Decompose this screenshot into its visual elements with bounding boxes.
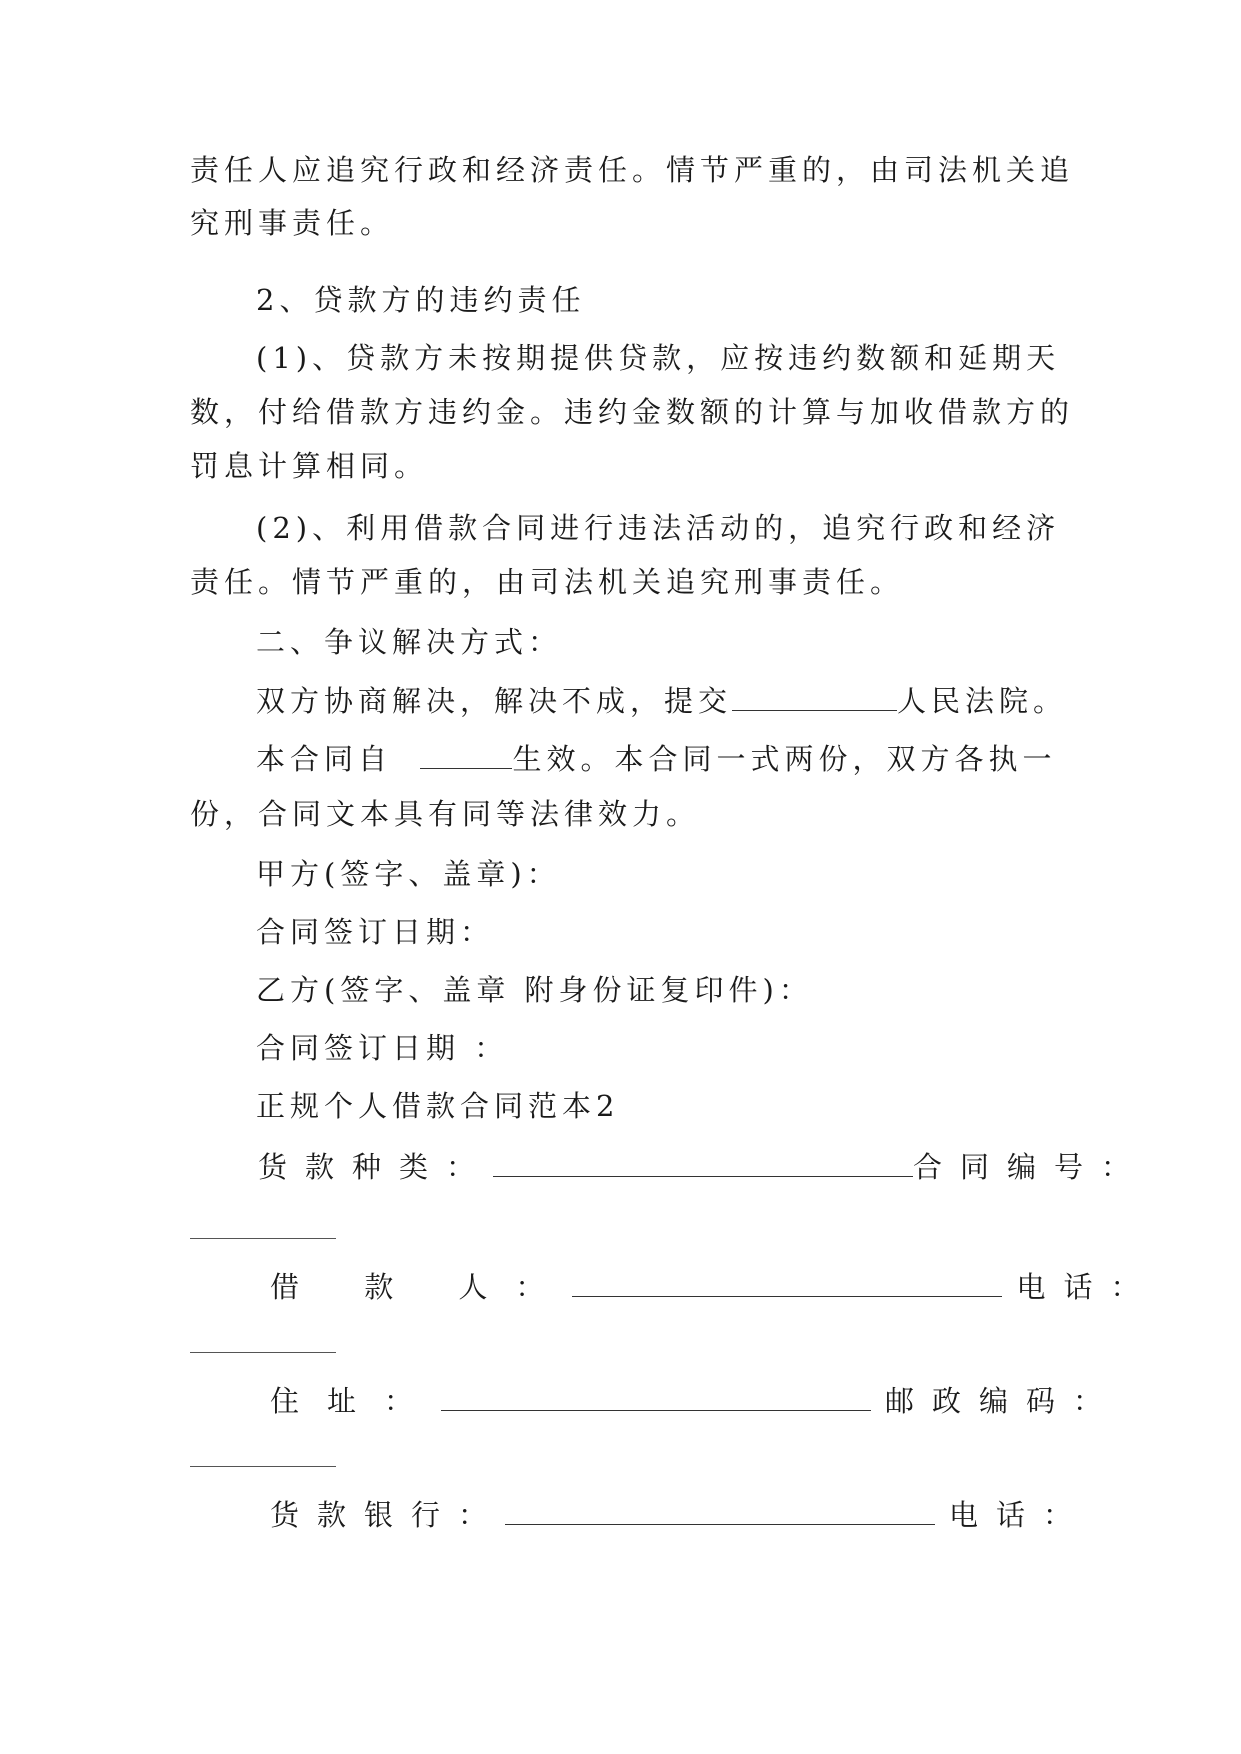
paragraph-line: 罚息计算相同。 xyxy=(190,449,429,483)
paragraph-line: 责任。情节严重的，由司法机关追究刑事责任。 xyxy=(190,565,905,599)
phone-field[interactable] xyxy=(190,1352,336,1353)
form-row-borrower xyxy=(270,1266,1158,1307)
section-heading: 二、争议解决方式： xyxy=(256,625,563,659)
address-label: 住址： xyxy=(270,1384,442,1418)
form-row-loan-type xyxy=(258,1146,1149,1187)
section-heading: 2、贷款方的违约责任 xyxy=(256,283,586,317)
text-segment: 生效。本合同一式两份，双方各执一 xyxy=(512,742,1057,776)
paragraph-line: (2)、利用借款合同进行违法活动的，追究行政和经济 xyxy=(256,511,1061,545)
contract-no-label: 合同编号： xyxy=(913,1150,1149,1184)
paragraph-line xyxy=(256,738,1136,779)
postcode-label: 邮政编码： xyxy=(885,1384,1121,1418)
text-segment: 人民法院。 xyxy=(897,684,1068,718)
effective-date-blank xyxy=(420,738,512,769)
form-row-bank xyxy=(270,1494,1091,1535)
text-segment: 双方协商解决，解决不成，提交 xyxy=(256,684,733,718)
borrower-field[interactable] xyxy=(572,1266,1002,1297)
paragraph-line: 数，付给借款方违约金。违约金数额的计算与加收借款方的 xyxy=(190,395,1075,429)
address-field[interactable] xyxy=(441,1380,871,1411)
loan-type-label: 货款种类： xyxy=(258,1150,494,1184)
party-b-signature: 乙方(签字、盖章 附身份证复印件)： xyxy=(256,973,813,1007)
paragraph-line: 究刑事责任。 xyxy=(190,206,395,240)
phone-label: 电话： xyxy=(949,1498,1091,1532)
sign-date-a: 合同签订日期： xyxy=(256,915,495,949)
text-segment: 本合同自 xyxy=(256,742,393,776)
paragraph-line: 份，合同文本具有同等法律效力。 xyxy=(190,797,701,831)
paragraph-line: 责任人应追究行政和经济责任。情节严重的，由司法机关追 xyxy=(190,153,1075,187)
document-title: 正规个人借款合同范本2 xyxy=(256,1089,620,1123)
party-a-signature: 甲方(签字、盖章)： xyxy=(256,857,561,891)
bank-field[interactable] xyxy=(505,1494,935,1525)
paragraph-line xyxy=(256,680,1136,721)
bank-label: 货款银行： xyxy=(270,1498,506,1532)
contract-no-field[interactable] xyxy=(190,1238,336,1239)
court-blank xyxy=(732,680,897,711)
form-row-address xyxy=(270,1380,1121,1421)
sign-date-b: 合同签订日期 ： xyxy=(256,1031,509,1065)
paragraph-line: (1)、贷款方未按期提供贷款，应按违约数额和延期天 xyxy=(256,341,1061,375)
loan-type-field[interactable] xyxy=(493,1146,913,1177)
postcode-field[interactable] xyxy=(190,1466,336,1467)
phone-label: 电话： xyxy=(1016,1270,1158,1304)
borrower-label: 借 款 人： xyxy=(270,1270,573,1304)
